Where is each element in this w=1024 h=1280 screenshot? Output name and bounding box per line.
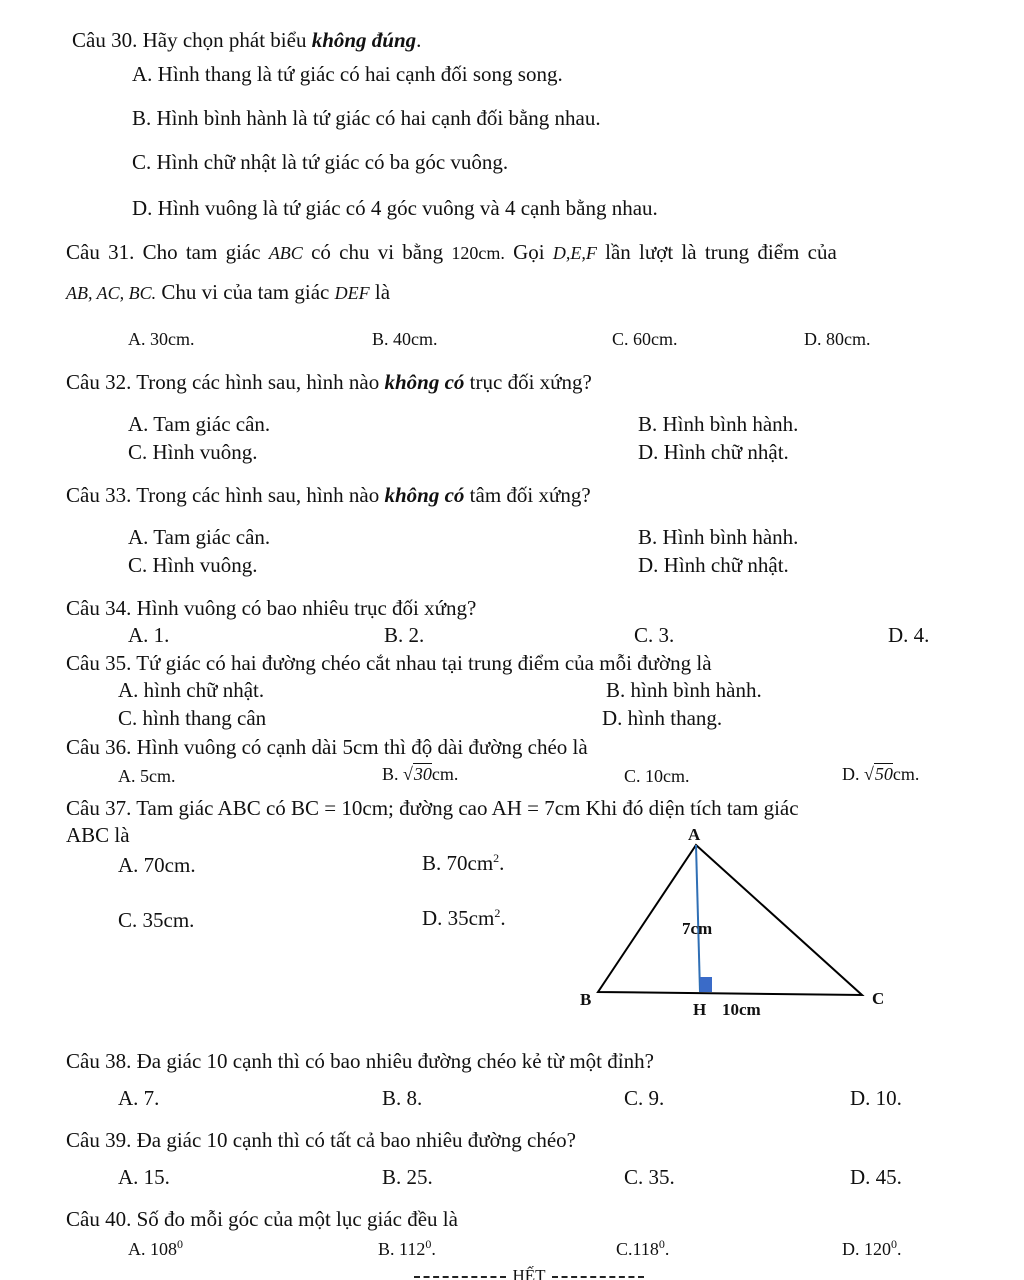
q32-option-d: D. Hình chữ nhật. [638,440,789,464]
q34-option-a: A. 1. [128,623,170,647]
q40-option-c: C.118$^0$. [616,1237,670,1259]
q31-option-d: D. 80cm. [804,329,871,349]
q34-option-b: B. 2. [384,623,425,647]
q37-option-b: B. $70cm^2$. [422,851,505,875]
q39-question: Câu 39. Đa giác 10 cạnh thì có tất cả bao nhiêu đường chéo? [66,1128,576,1152]
q40-question: Câu 40. Số đo mỗi góc của một lục giác đều là [66,1207,458,1231]
q30-option-b: B. Hình bình hành là tứ giác có hai cạnh đối bằng nhau. [132,106,601,130]
q38-option-a: A. 7. [118,1086,160,1110]
q36-option-d: D. √50cm. [842,764,920,784]
vertex-c-label: C [872,989,885,1008]
q37-question-line1: Câu 37. Tam giác ABC có BC = 10cm; đường cao AH = 7cm Khi đó diện tích tam giác [66,796,799,820]
footer-end-marker [414,1265,644,1280]
q38-option-d: D. 10. [850,1086,902,1110]
q38-question: Câu 38. Đa giác 10 cạnh thì có bao nhiêu đường chéo kẻ từ một đỉnh? [66,1049,654,1073]
q35-option-a: A. hình chữ nhật. [118,678,265,702]
q32-question: Câu 32. Trong các hình sau, hình nào không có trục đối xứng? [66,370,592,394]
q30-option-a: A. Hình thang là tứ giác có hai cạnh đối song song. [132,62,563,86]
q40-option-d: D. $120^0$. [842,1237,902,1259]
q36-option-a: A. 5cm. [118,766,176,786]
q31-option-c: C. 60cm. [612,329,678,349]
q39-option-b: B. 25. [382,1165,433,1189]
q37-option-c: C. 35cm. [118,908,195,932]
q35-option-d: D. hình thang. [602,706,723,730]
vertex-b-label: B [580,990,592,1009]
q40-option-b: B. $112^0$. [378,1237,436,1259]
q30-question: Câu 30. Hãy chọn phát biểu không đúng. [72,28,422,52]
base-label: 10cm [722,1000,761,1019]
q36-question: Câu 36. Hình vuông có cạnh dài 5cm thì độ dài đường chéo là [66,735,588,759]
sqrt-icon: √ [864,764,874,784]
q32-option-a: A. Tam giác cân. [128,412,271,436]
right-angle-marker [700,977,712,992]
q35-option-b: B. hình bình hành. [606,678,762,702]
q30-option-d: D. Hình vuông là tứ giác có 4 góc vuông và 4 cạnh bằng nhau. [132,196,658,220]
q38-option-c: C. 9. [624,1086,665,1110]
q31-question-line2: AB, AC, BC. Chu vi của tam giác DEF là [66,280,391,304]
q31-option-a: A. 30cm. [128,329,195,349]
triangle-abc [598,845,862,995]
q39-option-a: A. 15. [118,1165,170,1189]
q33-option-a: A. Tam giác cân. [128,525,271,549]
q34-question: Câu 34. Hình vuông có bao nhiêu trục đối xứng? [66,596,477,620]
foot-h-label: H [693,1000,707,1019]
q40-option-a: A. $108^0$ [128,1237,183,1259]
q38-option-b: B. 8. [382,1086,423,1110]
q33-question: Câu 33. Trong các hình sau, hình nào không có tâm đối xứng? [66,483,591,507]
q34-option-d: D. 4. [888,623,930,647]
height-label: 7cm [682,919,713,938]
dash-divider [552,1276,644,1278]
q34-option-c: C. 3. [634,623,675,647]
q37-option-d: D. $35cm^2$. [422,906,506,930]
vertex-a-label: A [688,825,701,844]
q39-option-c: C. 35. [624,1165,675,1189]
q35-question: Câu 35. Tứ giác có hai đường chéo cắt nhau tại trung điểm của mỗi đường là [66,651,712,675]
q32-option-b: B. Hình bình hành. [638,412,799,436]
triangle-abc-figure [560,820,900,1030]
dash-divider [414,1276,506,1278]
q33-option-c: C. Hình vuông. [128,553,258,577]
q37-option-a: A. 70cm. [118,853,196,877]
q39-option-d: D. 45. [850,1165,902,1189]
q30-option-c: C. Hình chữ nhật là tứ giác có ba góc vuông. [132,150,509,174]
q36-option-b: B. √30cm. [382,764,459,784]
q36-option-c: C. 10cm. [624,766,690,786]
q33-option-b: B. Hình bình hành. [638,525,799,549]
q32-option-c: C. Hình vuông. [128,440,258,464]
q37-question-line2: ABC là [66,823,130,847]
q31-question-line1: Câu 31. Cho tam giác ABC có chu vi bằng 120cm. Gọi D,E,F lần lượt là trung điểm của [66,240,837,264]
q35-option-c: C. hình thang cân [118,706,267,730]
sqrt-icon: √ [403,764,413,784]
q33-option-d: D. Hình chữ nhật. [638,553,789,577]
end-label: HẾT [512,1266,546,1280]
q31-option-b: B. 40cm. [372,329,438,349]
